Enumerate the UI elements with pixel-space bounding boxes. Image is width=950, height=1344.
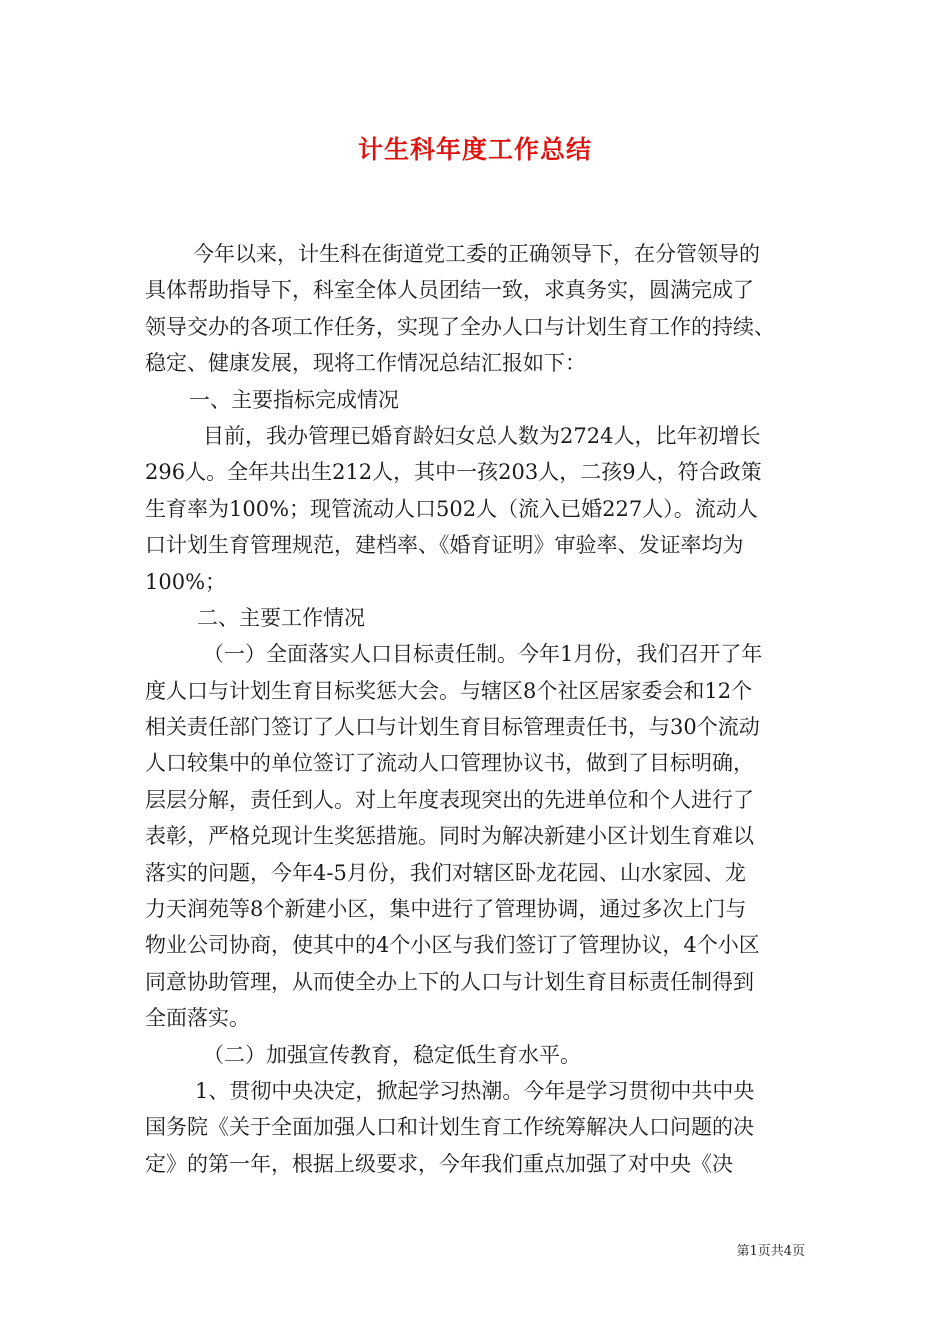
body-line: 定》的第一年，根据上级要求，今年我们重点加强了对中央《决 [145,1151,733,1176]
body-line: （一）全面落实人口目标责任制。今年1月份，我们召开了年 [203,642,763,667]
body-line: 层层分解，责任到人。对上年度表现突出的先进单位和个人进行了 [145,787,754,812]
body-line: 296人。全年共出生212人，其中一孩203人，二孩9人，符合政策 [145,460,762,485]
body-line: 国务院《关于全面加强人口和计划生育工作统筹解决人口问题的决 [145,1115,754,1140]
document-body [145,236,815,1182]
body-line: 具体帮助指导下，科室全体人员团结一致，求真务实，圆满完成了 [145,278,754,303]
body-line: 今年以来，计生科在街道党工委的正确领导下，在分管领导的 [193,242,760,266]
body-line: 相关责任部门签订了人口与计划生育目标管理责任书，与30个流动 [145,715,760,740]
body-line: 同意协助管理，从而使全办上下的人口与计划生育目标责任制得到 [145,969,754,994]
body-line: 一、主要指标完成情况 [189,387,399,412]
body-line: 领导交办的各项工作任务，实现了全办人口与计划生育工作的持续、 [145,314,775,339]
body-line: 全面落实。 [145,1006,250,1031]
body-line: 人口较集中的单位签订了流动人口管理协议书，做到了目标明确， [145,751,754,776]
body-line: 落实的问题，今年4-5月份，我们对辖区卧龙花园、山水家园、龙 [145,860,746,885]
page-footer: 第1页共4页 [736,1244,805,1259]
body-line: （二）加强宣传教育，稳定低生育水平。 [203,1042,581,1067]
body-line: 生育率为100%；现管流动人口502人（流入已婚227人）。流动人 [145,496,758,521]
body-line: 表彰，严格兑现计生奖惩措施。同时为解决新建小区计划生育难以 [145,824,754,849]
body-line: 1、贯彻中央决定，掀起学习热潮。今年是学习贯彻中共中央 [195,1078,755,1103]
body-line: 口计划生育管理规范，建档率、《婚育证明》审验率、发证率均为 [145,533,744,558]
body-line: 度人口与计划生育目标奖惩大会。与辖区8个社区居家委会和12个 [145,678,753,703]
document-title: 计生科年度工作总结 [357,135,592,164]
body-line: 稳定、健康发展，现将工作情况总结汇报如下： [145,351,586,376]
body-line: 力天润苑等8个新建小区，集中进行了管理协调，通过多次上门与 [145,897,747,922]
body-line: 二、主要工作情况 [197,605,365,630]
body-line: 目前，我办管理已婚育龄妇女总人数为2724人，比年初增长 [203,423,761,448]
body-line: 100%； [145,569,227,594]
body-line: 物业公司协商，使其中的4个小区与我们签订了管理协议，4个小区 [145,933,760,958]
